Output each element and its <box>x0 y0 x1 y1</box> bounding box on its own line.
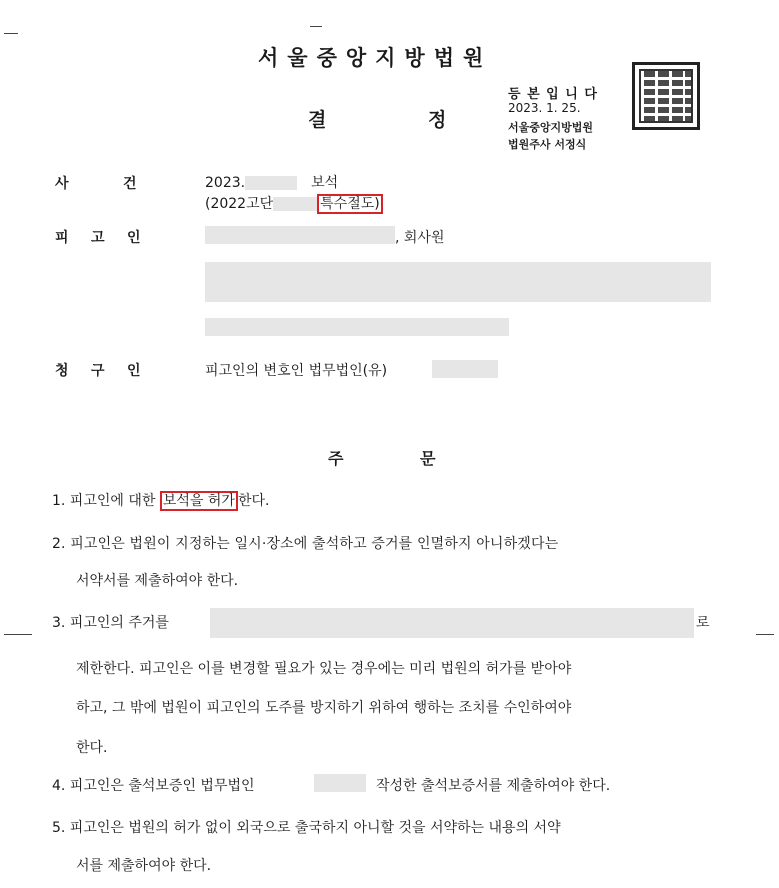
label-applicant-c: 인 <box>127 363 141 379</box>
redaction-defendant-address <box>205 262 711 302</box>
cert-line1: 등 본 입 니 다 <box>508 87 598 102</box>
order-item-3-line1-post: 로 <box>696 615 710 631</box>
order-item-4-pre: 4. 피고인은 출석보증인 법무법인 <box>52 778 255 794</box>
original-case-prefix: (2022고단 <box>205 196 274 212</box>
case-number <box>205 172 338 192</box>
defendant-occupation: , 회사원 <box>395 230 445 246</box>
label-case-b: 건 <box>123 176 137 192</box>
cert-court: 서울중앙지방법원 <box>508 121 594 134</box>
case-number-prefix: 2023. <box>205 175 246 191</box>
cert-date: 2023. 1. 25. <box>508 101 581 115</box>
order-item-2-line2: 서약서를 제출하여야 한다. <box>76 573 239 589</box>
redaction-residence <box>210 608 694 638</box>
order-title-b: 문 <box>420 449 436 468</box>
scan-mark-right-mid <box>756 634 774 635</box>
order-item-1-post: 한다. <box>237 493 270 509</box>
case-type: 보석 <box>311 175 339 191</box>
doc-title-part1: 결 <box>308 109 327 131</box>
label-defendant-b: 고 <box>91 230 105 246</box>
label-applicant-b: 구 <box>91 363 105 379</box>
order-item-1-pre: 1. 피고인에 대한 <box>52 493 160 509</box>
scan-mark-left-top <box>4 33 18 34</box>
redaction-guarantor <box>314 774 366 792</box>
label-defendant-a: 피 <box>55 230 69 246</box>
scan-mark-top <box>310 26 322 27</box>
order-item-2-line1: 2. 피고인은 법원이 지정하는 일시·장소에 출석하고 증거를 인멸하지 아니하겠다는 <box>52 536 559 552</box>
label-applicant-a: 청 <box>55 363 69 379</box>
order-item-3-line3: 하고, 그 밖에 법원이 피고인의 도주를 방지하기 위하여 행하는 조치를 수인하여야 <box>76 700 572 716</box>
cert-clerk: 법원주사 서정식 <box>508 138 587 151</box>
order-item-5-line2: 서를 제출하여야 한다. <box>76 858 212 874</box>
label-case-a: 사 <box>55 176 69 192</box>
order-item-3-line1-pre: 3. 피고인의 주거를 <box>52 615 169 631</box>
original-case <box>205 193 383 213</box>
order-title-a: 주 <box>328 449 344 468</box>
order-item-3-line2: 제한한다. 피고인은 이를 변경할 필요가 있는 경우에는 미리 법원의 허가를 받아야 <box>76 661 572 677</box>
bail-granted-highlight-box: 보석을 허가 <box>160 491 238 511</box>
order-item-1 <box>52 490 269 510</box>
order-item-3-line4: 한다. <box>76 740 108 756</box>
redaction-defendant-name <box>205 226 395 244</box>
label-defendant-c: 인 <box>127 230 141 246</box>
redaction-original-case <box>273 197 317 211</box>
scan-mark-left-mid <box>4 634 32 635</box>
order-item-4-post: 작성한 출석보증서를 제출하여야 한다. <box>376 778 611 794</box>
redaction-law-firm <box>432 360 498 378</box>
order-item-5-line1: 5. 피고인은 법원의 허가 없이 외국으로 출국하지 아니할 것을 서약하는 내용의 서약 <box>52 820 561 836</box>
offense-highlight-box: 특수절도) <box>317 194 383 214</box>
court-name: 서울중앙지방법원 <box>258 46 493 70</box>
court-seal-stamp <box>632 62 700 130</box>
applicant-value: 피고인의 변호인 법무법인(유) <box>205 363 388 379</box>
redaction-case-number <box>245 176 297 190</box>
redaction-defendant-id <box>205 318 509 336</box>
doc-title-part2: 정 <box>428 109 447 131</box>
